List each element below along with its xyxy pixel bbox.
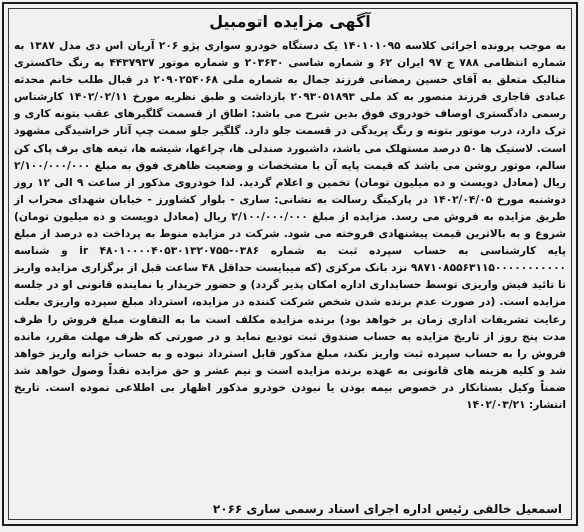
notice-title: آگهی مزایده اتومبیل [209, 12, 371, 31]
notice-signature: اسمعیل خالقی رئیس اداره اجرای اسناد رسمی ساری ۲۰۶۶ [212, 502, 562, 516]
notice-frame [2, 2, 578, 526]
notice-body: به موجب پرونده اجرائی کلاسه ۱۴۰۱۰۱۰۹۵ یک دستگاه خودرو سواری پژو ۲۰۶ آریان اس دی مدل ۱۳۸۷ به شماره انتظامی ۷۸۸ ج ۹۷ ایران ۶۲ و شماره شاسی ۲۰۳۶۳۰ و شماره موتور ۴۴۳۷۹۳۷ به رنگ خاکستری متالیک متعلق به آقای حسین رمضانی فرزند جمال به شماره ملی ۲۰۹۰۲۵۴۰۶۸ در قبال طلب خانم محدثه عبادی قاجاری فرزند منصور به کد ملی ۲۰۹۳۰۵۱۸۹۳ بازداشت و طبق نظریه مورخ ۱۴۰۲/۰۲/۱۱ کارشناس رسمی دادگستری اوصاف خودروی فوق بدین شرح می باشد: اطاق از قسمت گلگیرهای عقب بتونه کاری و ترک دارد، درب موتور بتونه و رنگ پریدگی در قسمت جلو دارد. گلگیر جلو سمت چپ آثار خراشیدگی مشهود است. لاستیک ها ۵۰ درصد مستهلک می باشد، داشبورد صندلی ها، چراغها، شیشه ها، تیغه های برف پاک کن سالم، موتور روشن می باشد که قیمت پایه آن با مشخصات و وضعیت ظاهری فوق به مبلغ ۲/۱۰۰/۰۰۰/۰۰۰ ریال (معادل دویست و ده میلیون تومان) تخمین و اعلام گردید. لذا خودروی مذکور از ساعت ۹ الی ۱۲ روز دوشنبه مورخ ۱۴۰۲/۰۴/۰۵ در پارکینگ رسالت به نشانی: ساری - بلوار کشاورز - خیابان شهدای محراب از طریق مزایده به فروش می رسد. مزایده از مبلغ ۲/۱۰۰/۰۰۰/۰۰۰ ریال (معادل دویست و ده میلیون تومان) شروع و به بالاترین قیمت پیشنهادی فروخته می شود. شرکت در مزایده منوط به پرداخت ده درصد از مبلغ پایه کارشناسی به حساب سپرده ثبت به شماره ۰۳۸۶-۴۸۰۱۰۰۰۰۴۰۵۳۰۱۳۲۰۷۵۵ ir و شناسه ۹۸۷۱۰۸۵۵۶۳۱۱۵۰۰۰۰۰۰۰۰۰۰۰ نزد بانک مرکزی (که میبایست حداقل ۴۸ ساعت قبل از برگزاری مزایده واریز تا تائید فیش واریزی توسط حسابداری اداره امکان پذیر گردد) و حضور خریدار یا نماینده قانونی او در جلسه مزایده است. (در صورت عدم برنده شدن شخص شرکت کننده در مزایده، استرداد مبلغ سپرده واریزی بعلت رعایت تشریفات اداری زمان بر خواهد بود) برنده مزایده مکلف است ما به التفاوت مبلغ فروش را ظرف مدت پنج روز از تاریخ مزایده به حساب صندوق ثبت تودیع نماید و در صورتی که ظرف مهلت مقرر، مانده فروش را به حساب سپرده ثبت واریز نکند، مبلغ مذکور قابل استرداد نبوده و به حساب خزانه واریز خواهد شد و کلیه هزینه های قانونی به عهده برنده مزایده است و نیم عشر و حق مزایده نقداً وصول خواهد شد ضمناً وکیل بستانکار در خصوص بیمه بودن یا نبودن خودرو مذکور اظهار بی اطلاعی نموده است. تاریخ انتشار: ۱۴۰۲/۰۳/۲۱ [14, 40, 567, 411]
